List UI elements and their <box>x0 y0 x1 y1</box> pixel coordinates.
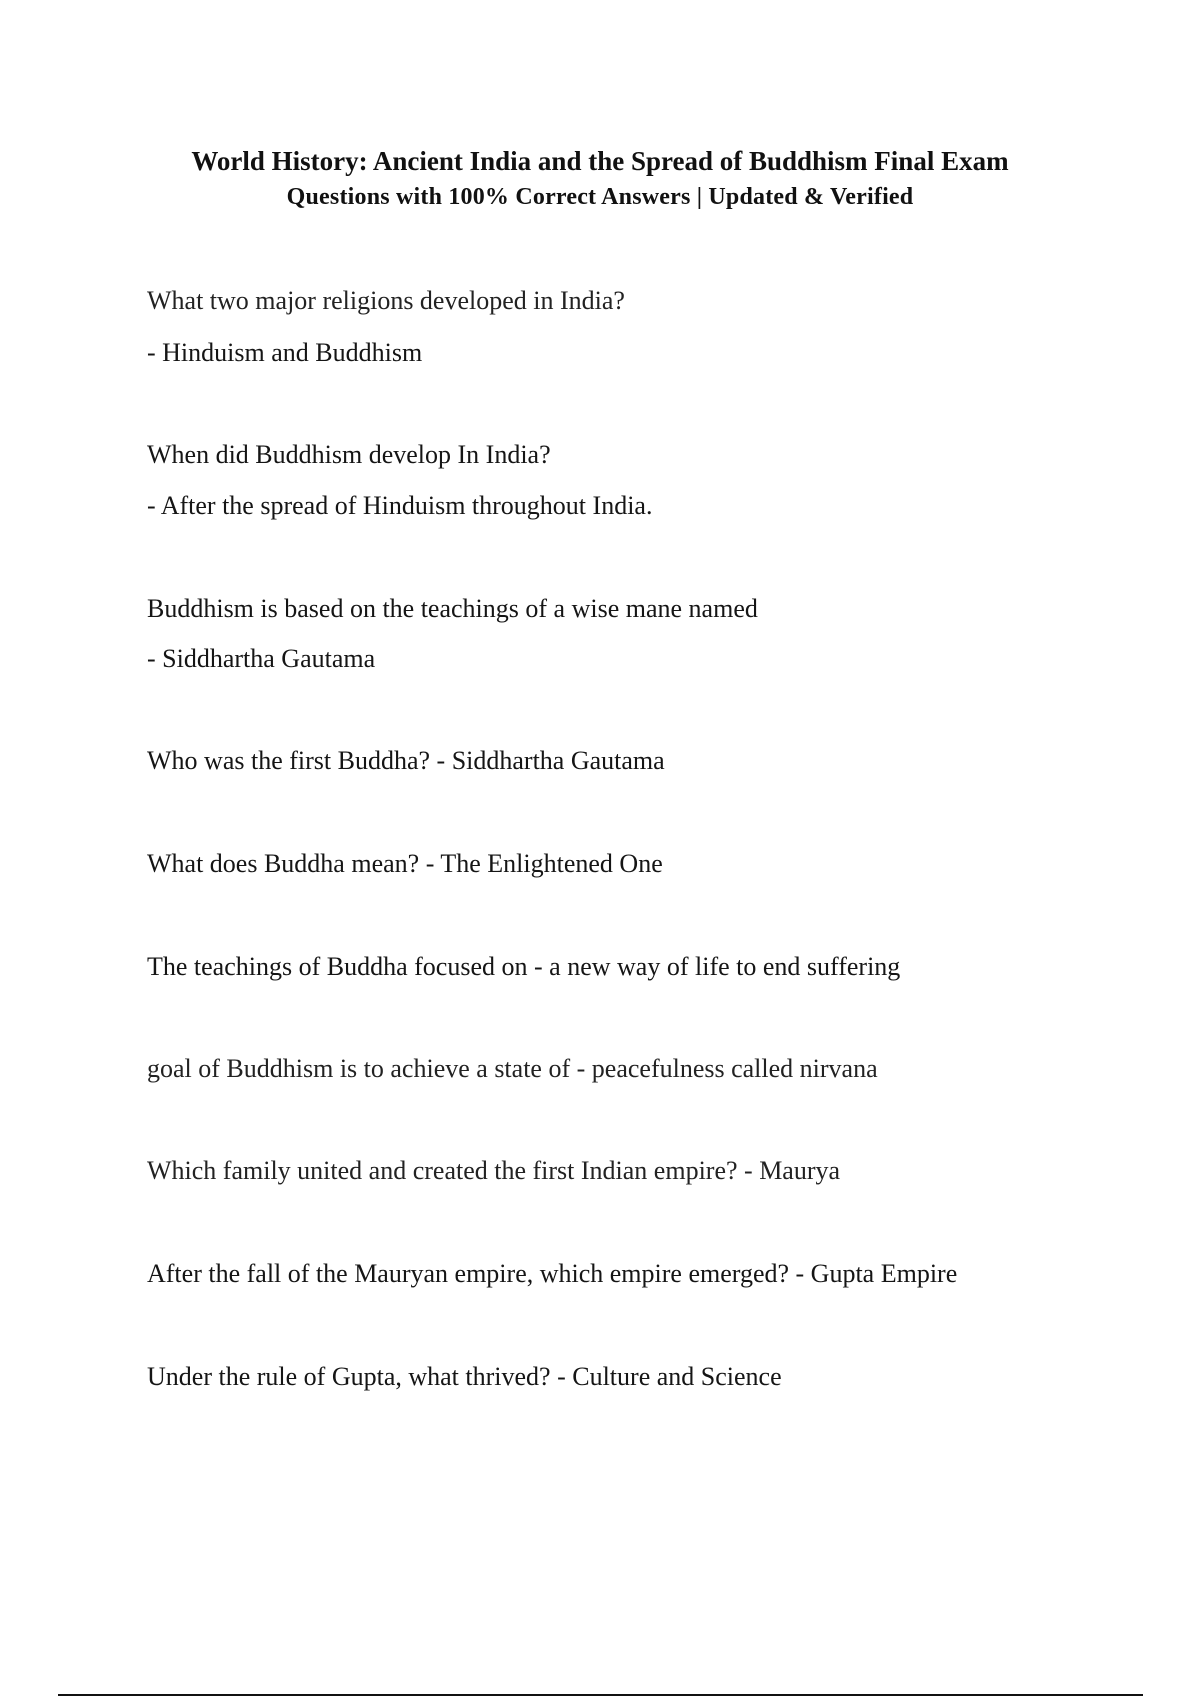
qa-line-9: After the fall of the Mauryan empire, which empire emerged? - Gupta Empire <box>147 1259 958 1288</box>
question-1: What two major religions developed in India? <box>147 286 625 315</box>
bottom-divider <box>58 1694 1143 1696</box>
qa-line-7: goal of Buddhism is to achieve a state of - peacefulness called nirvana <box>147 1054 878 1083</box>
qa-line-5: What does Buddha mean? - The Enlightened One <box>147 849 663 878</box>
answer-1: - Hinduism and Buddhism <box>147 338 423 367</box>
document-title: World History: Ancient India and the Spread of Buddhism Final Exam <box>191 146 1009 176</box>
qa-line-4: Who was the first Buddha? - Siddhartha Gautama <box>147 746 665 775</box>
question-2: When did Buddhism develop In India? <box>147 440 551 469</box>
qa-line-6: The teachings of Buddha focused on - a new way of life to end suffering <box>147 952 901 981</box>
qa-line-10: Under the rule of Gupta, what thrived? - Culture and Science <box>147 1362 782 1391</box>
document-subtitle: Questions with 100% Correct Answers | Updated & Verified <box>286 184 914 210</box>
qa-line-8: Which family united and created the first Indian empire? - Maurya <box>147 1156 841 1185</box>
answer-3: - Siddhartha Gautama <box>147 644 376 673</box>
question-3: Buddhism is based on the teachings of a wise mane named <box>147 594 758 623</box>
answer-2: - After the spread of Hinduism throughout India. <box>147 491 653 520</box>
